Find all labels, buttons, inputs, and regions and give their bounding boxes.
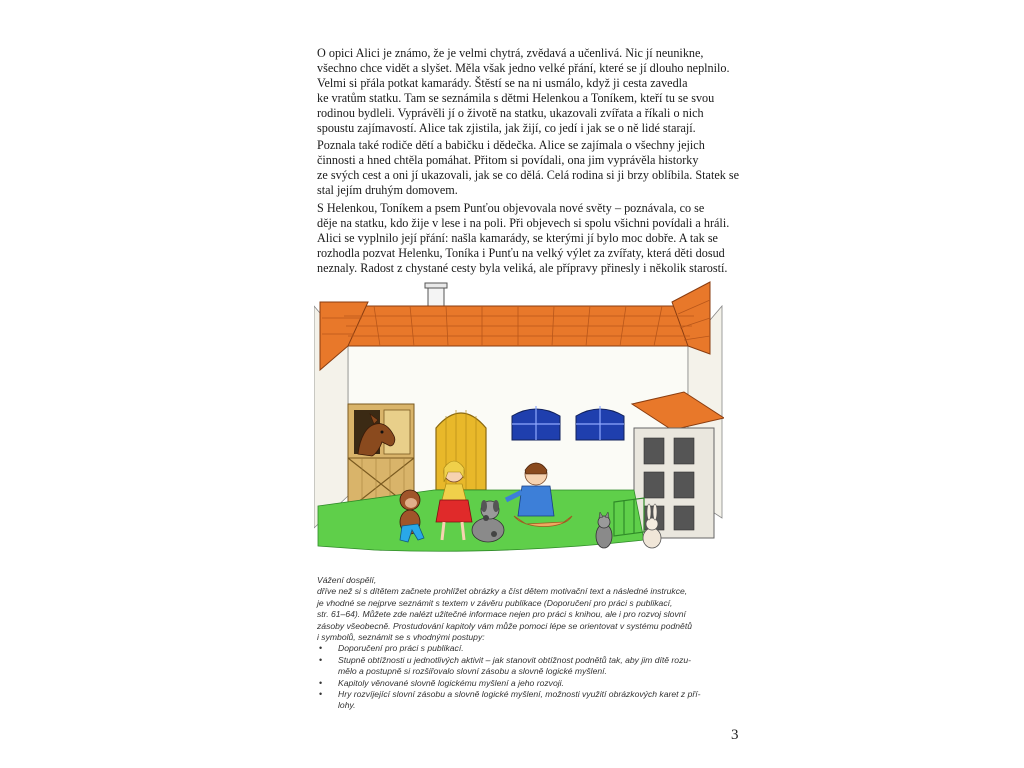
- story-line: děje na statku, kdo žije v lese i na poli. Při objevech si spolu všichni povídali a hráli.: [317, 215, 730, 230]
- page-number: 3: [731, 727, 739, 743]
- note-line: Vážení dospělí,: [317, 575, 377, 585]
- note-bullet-item: [317, 678, 731, 689]
- note-bullet-text: Doporučení pro práci s publikací.: [338, 643, 464, 654]
- story-line: rozhodla pozvat Helenku, Toníka i Punťu na velký výlet za zvířaty, která děti dosud: [317, 245, 725, 260]
- note-line: dříve než si s dítětem začnete prohlížet obrázky a číst dětem motivační text a následné instrukce,: [317, 586, 688, 597]
- note-bullet-text: Stupně obtížnosti u jednotlivých aktivit – jak stanovit obtížnost podnětů tak, aby jim dítě rozu-: [338, 654, 692, 665]
- story-line: Alici se vyplnilo její přání: našla kamarády, se kterými jí bylo moc dobře. A tak se: [317, 230, 718, 245]
- story-line: ze svých cest a oni jí ukazovali, jak se co dělá. Celá rodina si ji brzy oblíbila. Statek se: [317, 168, 740, 183]
- story-line: ke vratům statku. Tam se seznámila s dětmi Helenkou a Toníkem, kteří tu se svou: [317, 90, 715, 105]
- note-line: je vhodné se nejprve seznámit s textem v závěru publikace (Doporučení pro práci s publikací,: [317, 597, 673, 608]
- story-line: stal jejím druhým domovem.: [317, 183, 458, 198]
- note-line: zásoby všeobecně. Prostudování kapitoly vám může pomoci lépe se orientovat v systému podnětů: [317, 620, 692, 631]
- farmyard-illustration: [314, 278, 724, 568]
- note-bullet-text: mělo a postupně si rozšiřovalo slovní zásobu a slovně logické myšlení.: [338, 666, 607, 677]
- note-bullet-item: [317, 689, 731, 712]
- note-bullet-text: Hry rozvíjející slovní zásobu a slovně logické myšlení, možnosti využití obrázkových karet z pří-: [338, 689, 701, 700]
- story-line: rodinou bydleli. Vyprávěli jí o životě na statku, ukazovali zvířata a říkali o nich: [317, 105, 704, 120]
- bullet-icon: •: [319, 654, 323, 665]
- story-line: Poznala také rodiče dětí a babičku i dědečka. Alice se zajímala o všechny jejich: [317, 138, 705, 153]
- note-bullet-item: [317, 643, 731, 654]
- note-bullet-list: [317, 643, 731, 711]
- story-line: činnosti a hned chtěla pomáhat. Přitom si povídali, ona jim vyprávěla historky: [317, 153, 699, 168]
- story-line: Velmi si přála potkat kamarády. Štěstí se na ni usmálo, když ji cesta zavedla: [317, 75, 688, 90]
- bullet-icon: •: [319, 677, 323, 688]
- story-line: všechno chce vidět a slyšet. Měla však jedno velké přání, které se jí dlouho neplnilo.: [317, 60, 730, 75]
- chimney: [425, 283, 447, 306]
- story-text: [317, 46, 740, 279]
- story-paragraph-3: [317, 201, 730, 276]
- story-line: neznaly. Radost z chystané cesty byla veliká, ale přípravy přinesly i několik starostí.: [317, 260, 728, 275]
- bullet-icon: •: [319, 689, 323, 700]
- note-line: i symbolů, seznámit se s vhodnými postupy:: [317, 632, 485, 643]
- story-paragraph-2: [317, 138, 740, 198]
- story-line: S Helenkou, Toníkem a psem Punťou objevovala nové světy – poznávala, co se: [317, 201, 705, 216]
- adult-note: [317, 575, 731, 712]
- story-line: spoustu zajímavostí. Alice tak zjistila, jak žijí, co jedí i jak se o ně lidé starají.: [317, 120, 696, 135]
- story-line: O opici Alici je známo, že je velmi chytrá, zvědavá a učenlivá. Nic jí neunikne,: [317, 46, 704, 60]
- bullet-icon: •: [319, 643, 323, 654]
- note-bullet-item: [317, 655, 731, 678]
- story-paragraph-1: [317, 46, 730, 135]
- note-line: str. 61–64). Můžete zde nalézt užitečné informace nejen pro práci s knihou, ale i pro rozvoj slovní: [317, 609, 686, 620]
- note-bullet-text: Kapitoly věnované slovně logickému myšlení a jeho rozvoji.: [338, 677, 564, 688]
- note-bullet-text: lohy.: [338, 700, 356, 711]
